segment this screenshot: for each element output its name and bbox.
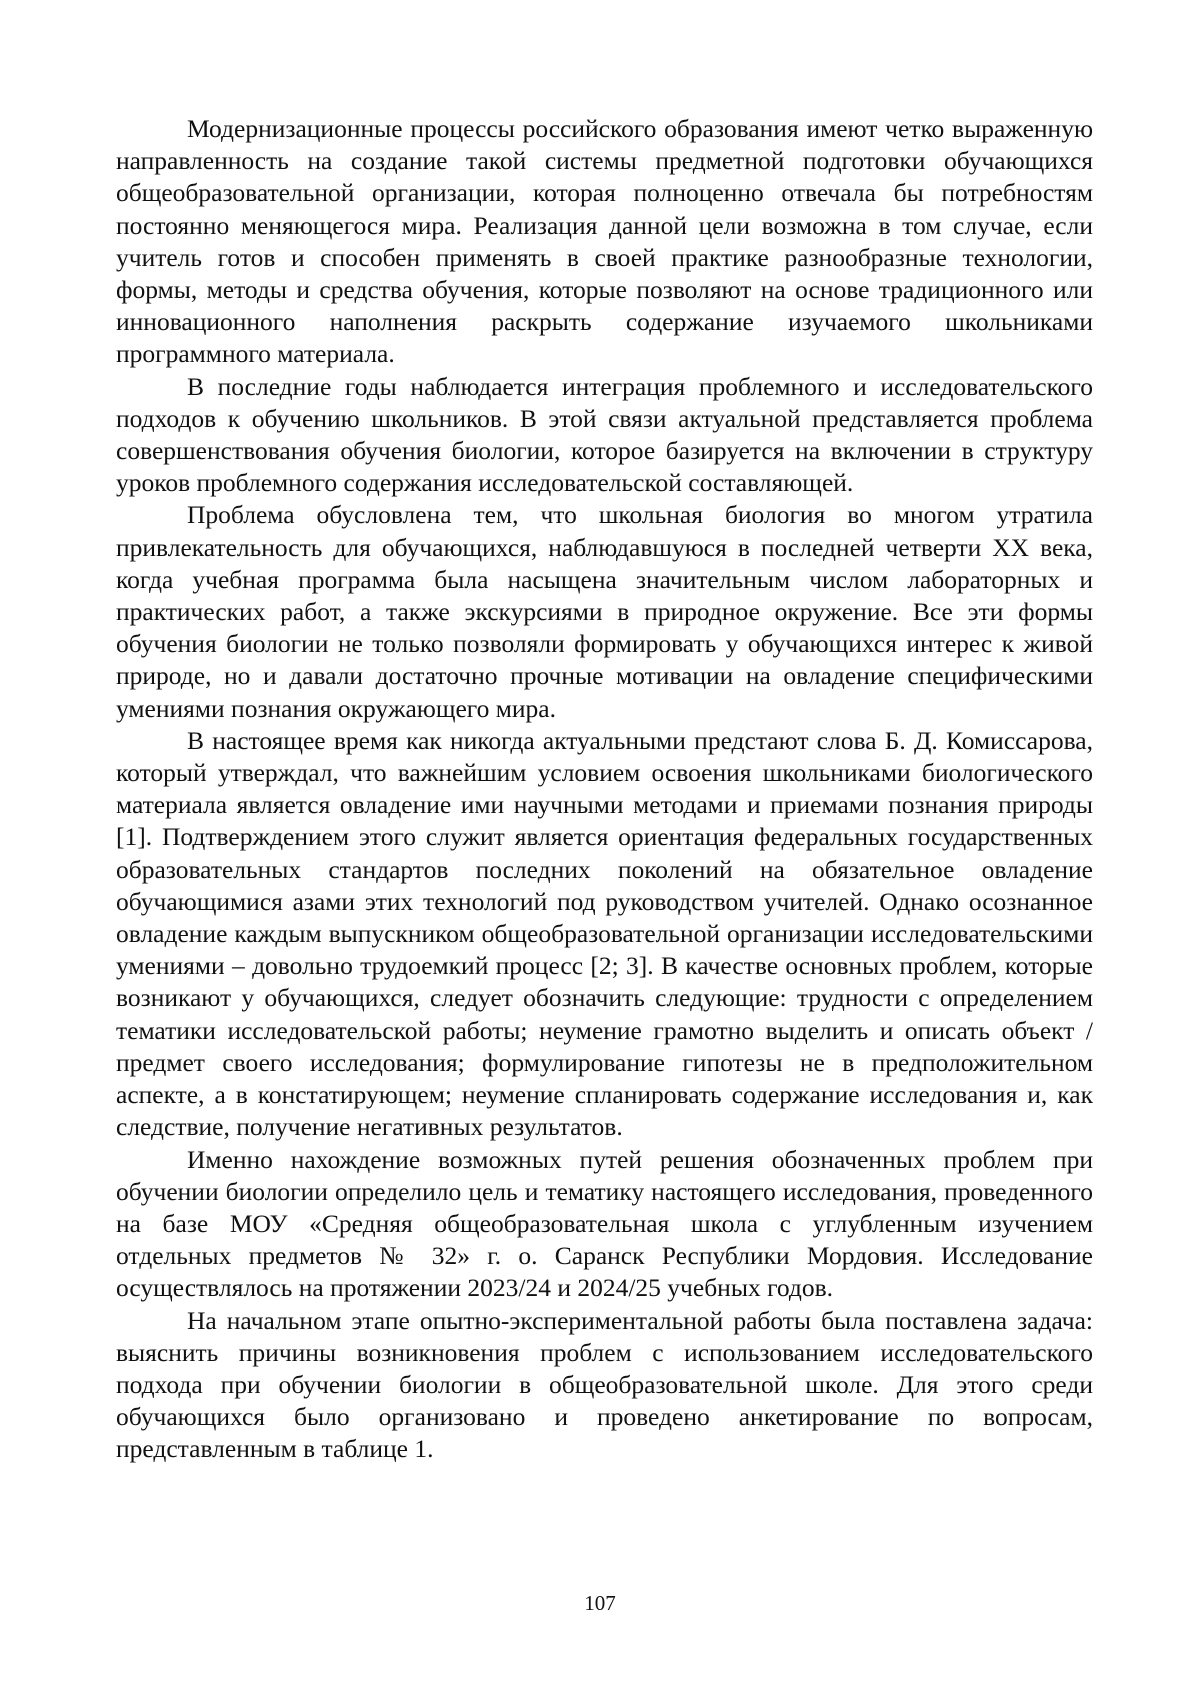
paragraph-3: Проблема обусловлена тем, что школьная биология во многом утратила привлекательность для обучающихся, наблюдавшуюся в последней четверти XX века, когда учебная программа была насыщена значительным числом лабораторных и практических работ, а также экскурсиями в природное окружение. Все эти формы обучения биологии не только позволяли формировать у обучающихся интерес к живой природе, но и давали достаточно прочные мотивации на овладение специфическими умениями познания окружающего мира.: [116, 500, 1093, 723]
paragraph-5: Именно нахождение возможных путей решения обозначенных проблем при обучении биологии определило цель и тематику настоящего исследования, проведенного на базе МОУ «Средняя общеобразовательная школа с углубленным изучением отдельных предметов № 32» г. о. Саранск Республики Мордовия. Исследование осуществлялось на протяжении 2023/24 и 2024/25 учебных годов.: [116, 1144, 1093, 1303]
paragraph-1: Модернизационные процессы российского образования имеют четко выраженную направленность на создание такой системы предметной подготовки обучающихся общеобразовательной организации, которая полноценно отвечала бы потребностям постоянно меняющегося мира. Реализация данной цели возможна в том случае, если учитель готов и способен применять в своей практике разнообразные технологии, формы, методы и средства обучения, которые позволяют на основе традиционного или инновационного наполнения раскрыть содержание изучаемого школьниками программного материала.: [116, 114, 1093, 369]
paragraph-2: В последние годы наблюдается интеграция проблемного и исследовательского подходов к обучению школьников. В этой связи актуальной представляется проблема совершенствования обучения биологии, которое базируется на включении в структуру уроков проблемного содержания исследовательской составляющей.: [116, 371, 1093, 498]
paragraph-4: В настоящее время как никогда актуальными предстают слова Б. Д. Комиссарова, который утверждал, что важнейшим условием освоения школьниками биологического материала является овладение ими научными методами и приемами познания природы [1]. Подтверждением этого служит является ориентация федеральных государственных образовательных стандартов последних поколений на обязательное овладение обучающимися азами этих технологий под руководством учителей. Однако осознанное овладение каждым выпускником общеобразовательной организации исследовательскими умениями – довольно трудоемкий процесс [2; 3]. В качестве основных проблем, которые возникают у обучающихся, следует обозначить следующие: трудности с определением тематики исследовательской работы; неумение грамотно выделить и описать объект / предмет своего исследования; формулирование гипотезы не в предположительном аспекте, а в констатирующем; неумение спланировать содержание исследования и, как следствие, получение негативных результатов.: [116, 725, 1093, 1142]
paragraph-6: На начальном этапе опытно-экспериментальной работы была поставлена задача: выяснить причины возникновения проблем с использованием исследовательского подхода при обучении биологии в общеобразовательной школе. Для этого среди обучающихся было организовано и проведено анкетирование по вопросам, представленным в таблице 1.: [116, 1305, 1093, 1464]
page-body: [116, 113, 1093, 1466]
page-number: 107: [584, 1591, 616, 1615]
